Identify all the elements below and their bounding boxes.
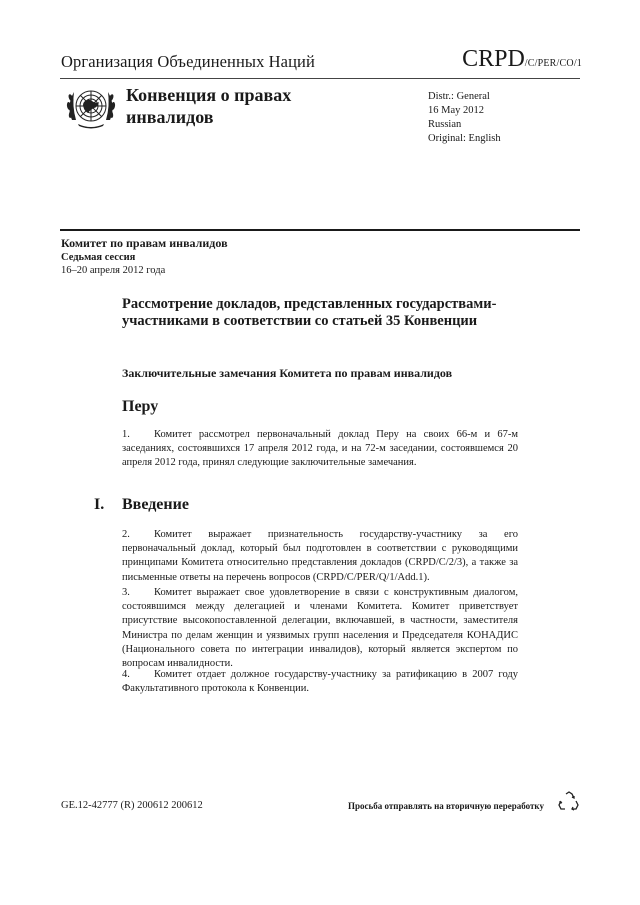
document-title: Рассмотрение докладов, представленных государствами-участниками в соответствии со статьей 35 Конвенции [122, 296, 497, 329]
committee-name: Комитет по правам инвалидов [61, 236, 228, 250]
section-number: I. [94, 496, 105, 513]
original-language: Original: English [428, 133, 501, 144]
header-rule [60, 78, 580, 79]
section-title: Введение [122, 496, 189, 513]
paragraph-number: 2. [122, 529, 130, 540]
header-divider [60, 229, 580, 231]
convention-title: Конвенция о правах инвалидов [126, 85, 292, 127]
paragraph-number: 3. [122, 587, 130, 598]
country-heading: Перу [122, 398, 159, 415]
paragraph-3 [122, 586, 518, 671]
organization-name: Организация Объединенных Наций [61, 52, 315, 71]
paragraph-number: 4. [122, 669, 130, 680]
un-emblem-icon [64, 82, 118, 132]
symbol-suffix: /C/PER/CO/1 [524, 58, 582, 69]
distr-status: Distr.: General [428, 91, 490, 102]
paragraph-text: Комитет отдает должное государству-участнику за ратификацию в 2007 году Факультативного протокола к Конвенции. [122, 669, 518, 695]
paragraph-2 [122, 528, 518, 585]
session-name: Седьмая сессия [61, 252, 136, 263]
document-language: Russian [428, 119, 462, 130]
recycle-notice: Просьба отправлять на вторичную переработку [348, 801, 544, 811]
job-number: GE.12-42777 (R) 200612 200612 [61, 800, 203, 811]
session-dates: 16–20 апреля 2012 года [61, 265, 166, 276]
document-subtitle: Заключительные замечания Комитета по правам инвалидов [122, 366, 453, 380]
section-heading [94, 496, 189, 514]
distribution-block [428, 90, 501, 146]
paragraph-text: Комитет выражает свое удовлетворение в связи с конструктивным диалогом, состоявшимся между делегацией и членами Комитета. Комитет приветствует присутствие высокопоставленной делегации, включавшей, в частности, заместителя Министра по делам женщин и уязвимых групп населения и Председателя КОНАДИС (Национального совета по интеграции инвалидов), который является экспертом по вопросам инвалидности. [122, 587, 518, 670]
document-date: 16 May 2012 [428, 105, 484, 116]
recycle-icon [558, 790, 580, 812]
document-symbol [462, 46, 582, 73]
paragraph-4 [122, 668, 518, 696]
paragraph-1 [122, 428, 518, 471]
symbol-main: CRPD [462, 46, 525, 72]
paragraph-text: Комитет выражает признательность государству-участнику за его первоначальный доклад, который был подготовлен в соответствии с руководящими принципами Комитета относительно представления докладов (CRPD/C/2/3), а также за письменные ответы на перечень вопросов (CRPD/C/PER/Q/1/Add.1). [122, 529, 518, 583]
paragraph-number: 1. [122, 429, 130, 440]
paragraph-text: Комитет рассмотрел первоначальный доклад Перу на своих 66-м и 67-м заседаниях, состоявшихся 17 апреля 2012 года, и на 72-м заседании, состоявшемся 20 апреля 2012 года, принял следующие заключительные замечания. [122, 429, 518, 469]
